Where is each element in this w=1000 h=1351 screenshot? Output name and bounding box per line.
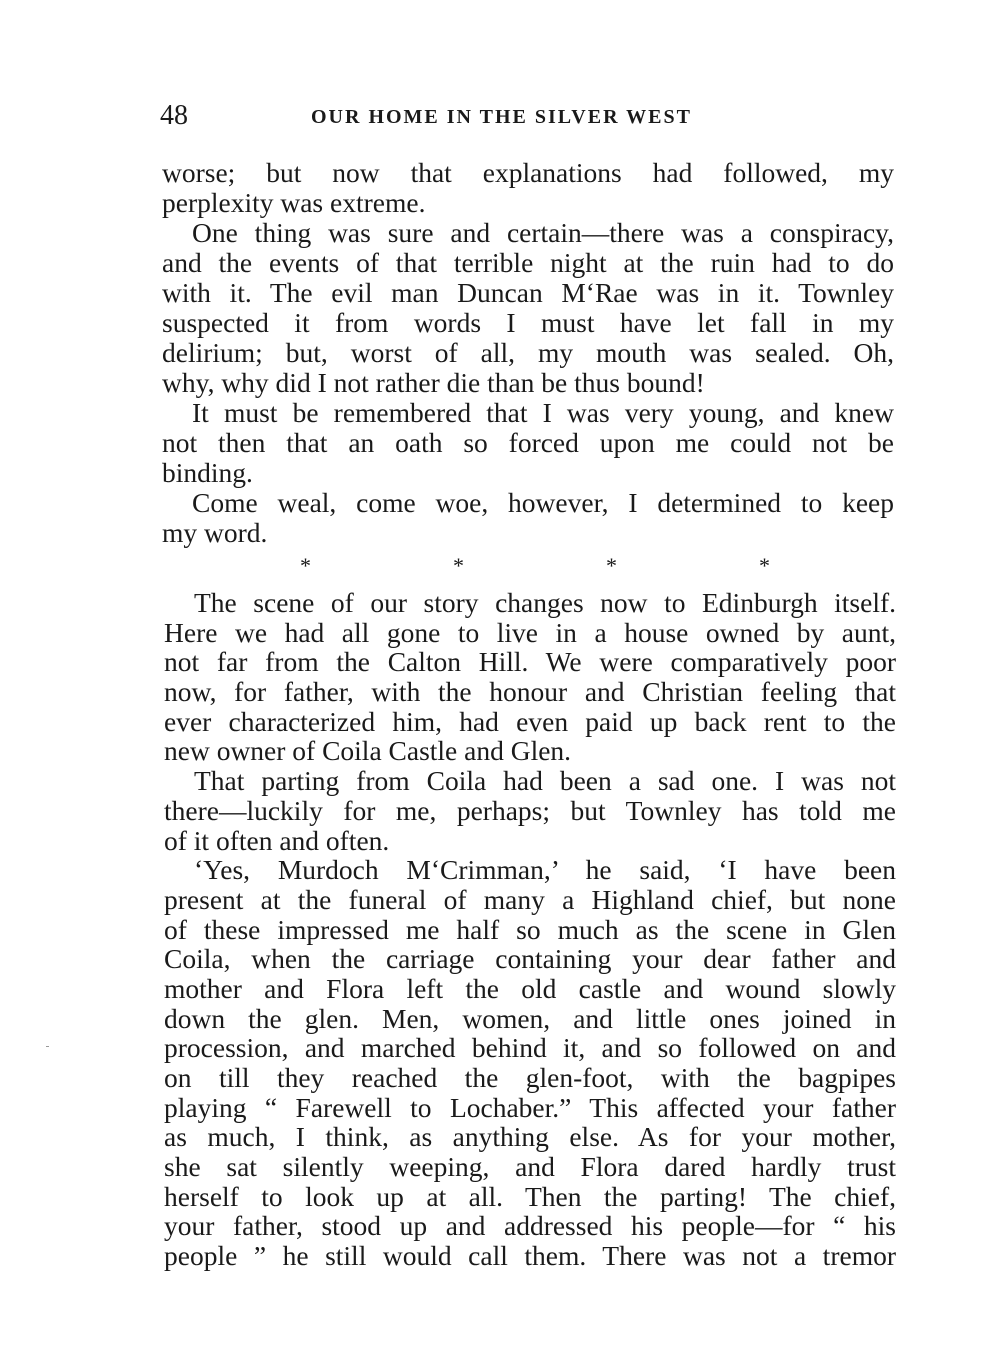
text-block-after-break <box>164 588 896 1271</box>
text-block-before-break <box>162 158 894 548</box>
text-line: suspected it from words I must have let fall in my <box>162 307 894 338</box>
text-line: people ” he still would call them. There was not a tremor <box>164 1240 896 1272</box>
text-line: ever characterized him, had even paid up back rent to the <box>164 705 896 737</box>
text-line: of these impressed me half so much as the scene in Glen <box>164 913 896 945</box>
text-line: new owner of Coila Castle and Glen. <box>164 735 572 767</box>
text-line: perplexity was extreme. <box>162 187 426 218</box>
text-line: herself to look up at all. Then the parting! The chief, <box>164 1180 896 1212</box>
text-line: One thing was sure and certain—there was a conspiracy, <box>192 217 894 248</box>
text-line: she sat silently weeping, and Flora dared hardly trust <box>164 1151 896 1183</box>
text-line: It must be remembered that I was very young, and knew <box>192 397 894 428</box>
text-line: with it. The evil man Duncan M‘Rae was in it. Townley <box>162 277 894 308</box>
text-line: Come weal, come woe, however, I determined to keep <box>192 487 894 518</box>
text-line: The scene of our story changes now to Edinburgh itself. <box>194 587 896 618</box>
asterisk: * <box>300 553 311 578</box>
section-break <box>300 552 770 580</box>
text-line: your father, stood up and addressed his people—for “ his <box>164 1210 896 1242</box>
text-line: delirium; but, worst of all, my mouth was sealed. Oh, <box>162 337 894 368</box>
text-line: playing “ Farewell to Lochaber.” This affected your father <box>164 1091 896 1123</box>
text-line: now, for father, with the honour and Christian feeling that <box>164 676 896 708</box>
running-head <box>160 98 900 134</box>
text-line: and the events of that terrible night at the ruin had to do <box>162 247 894 278</box>
text-line: procession, and marched behind it, and so followed on and <box>164 1032 896 1064</box>
text-line: on till they reached the glen-foot, with the bagpipes <box>164 1062 896 1093</box>
text-line: present at the funeral of many a Highland chief, but none <box>164 883 896 915</box>
text-line: my word. <box>162 517 268 548</box>
page-number: 48 <box>160 100 188 131</box>
running-head-title: OUR HOME IN THE SILVER WEST <box>311 106 692 128</box>
text-line: not then that an oath so forced upon me could not be <box>162 427 894 458</box>
text-line: as much, I think, as anything else. As for your mother, <box>164 1121 896 1153</box>
text-line: there—luckily for me, perhaps; but Townley has told me <box>164 794 896 826</box>
text-line: of it often and often. <box>164 824 390 856</box>
asterisk: * <box>453 553 464 578</box>
text-line: worse; but now that explanations had followed, my <box>162 157 894 188</box>
text-line: down the glen. Men, women, and little ones joined in <box>164 1002 896 1034</box>
asterisk: * <box>759 553 770 578</box>
text-line: ‘Yes, Murdoch M‘Crimman,’ he said, ‘I have been <box>194 854 896 886</box>
asterisk: * <box>606 553 617 578</box>
text-line: not far from the Calton Hill. We were comparatively poor <box>164 646 896 678</box>
text-line: why, why did I not rather die than be thus bound! <box>162 367 705 398</box>
scan-speck <box>46 1046 49 1047</box>
text-line: binding. <box>162 457 253 488</box>
text-line: Here we had all gone to live in a house owned by aunt, <box>164 616 896 648</box>
text-line: Coila, when the carriage containing your dear father and <box>164 943 896 975</box>
text-line: mother and Flora left the old castle and wound slowly <box>164 972 896 1004</box>
text-line: That parting from Coila had been a sad one. I was not <box>194 765 896 797</box>
